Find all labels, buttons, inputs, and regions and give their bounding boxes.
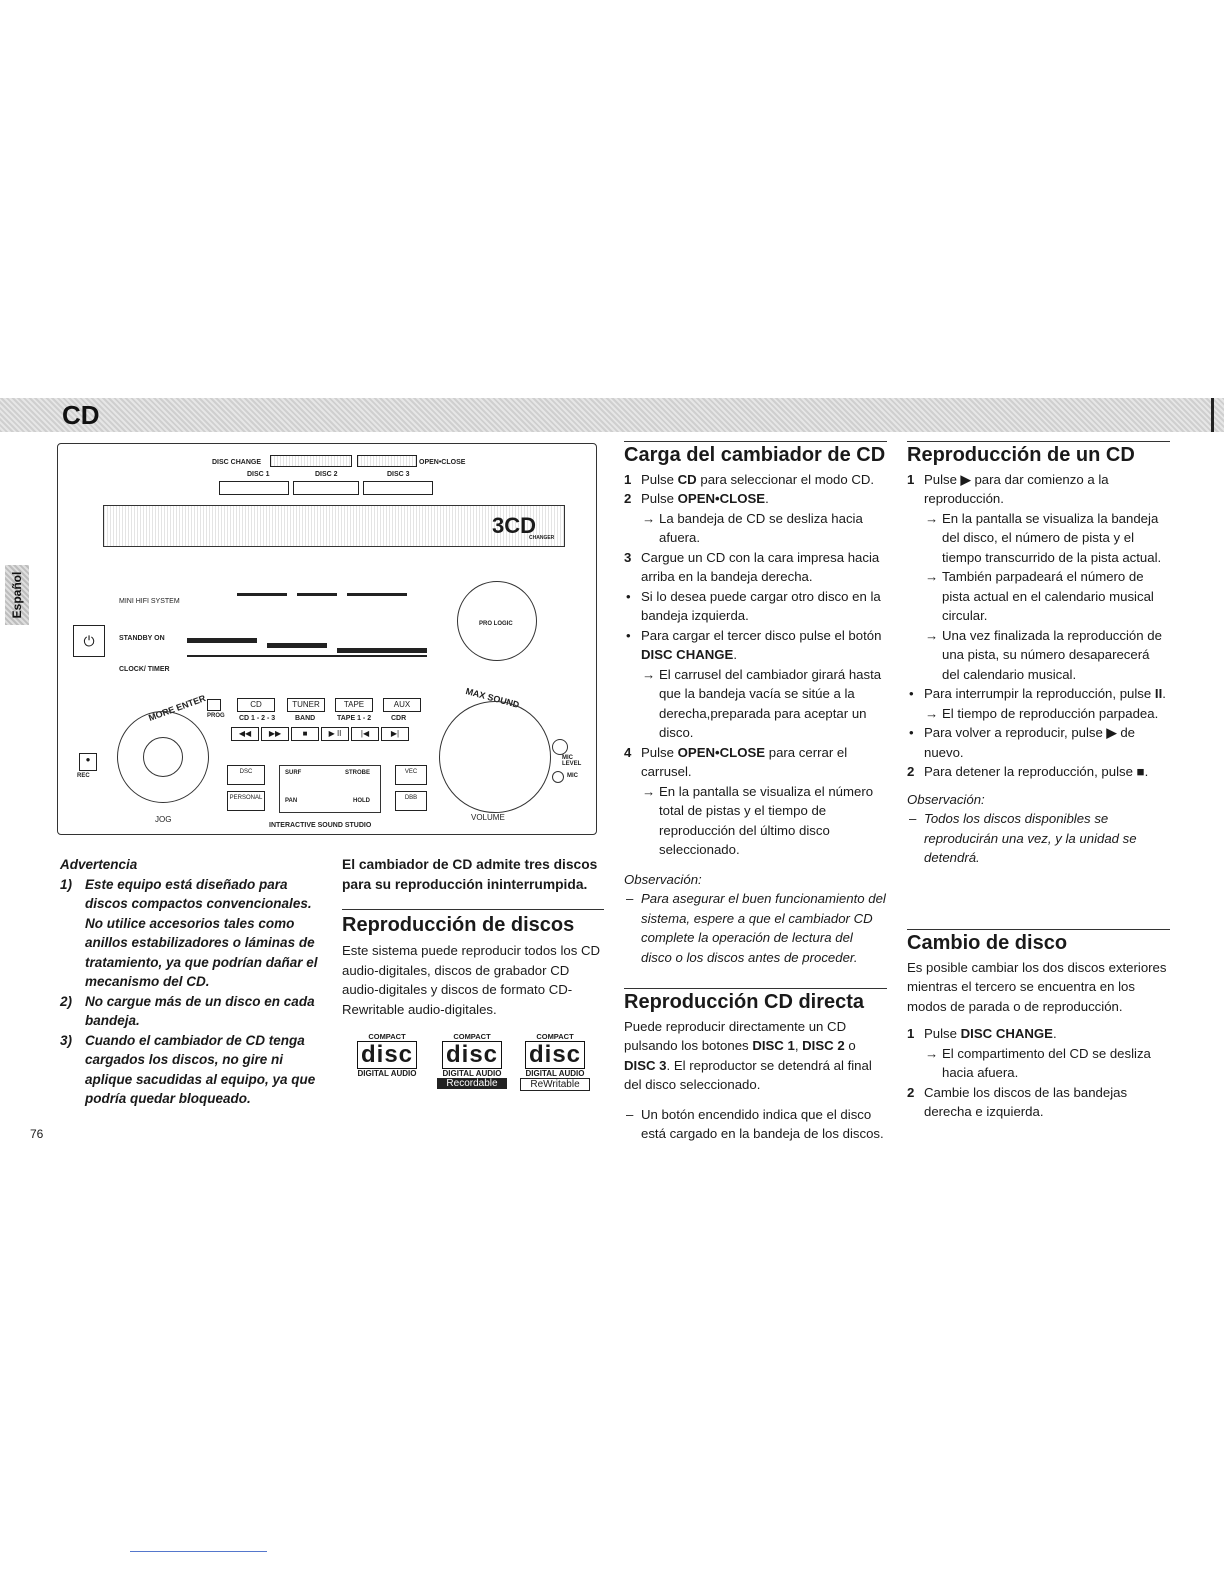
disc-change-button[interactable] <box>270 455 352 467</box>
tape12-label: TAPE 1 - 2 <box>337 715 372 722</box>
note-title: Observación: <box>907 791 985 807</box>
note <box>907 809 1170 868</box>
step <box>907 1083 1170 1122</box>
interactive-sound-studio: INTERACTIVE SOUND STUDIO <box>269 822 372 829</box>
step-text: . <box>1052 1026 1057 1041</box>
mic-level-label: MIC LEVEL <box>562 755 582 767</box>
bullet-icon: • <box>909 686 914 701</box>
result <box>907 626 1170 685</box>
step-text: Pulse <box>641 744 678 760</box>
un-cd-section <box>907 441 1170 868</box>
directa-body <box>624 1017 887 1095</box>
cd-source-button[interactable]: CD <box>237 698 275 712</box>
warning-item <box>60 875 325 992</box>
step <box>624 470 887 490</box>
prologic-label: PRO LOGIC <box>479 621 513 627</box>
step-key: OPEN•CLOSE <box>677 491 766 506</box>
step <box>624 489 887 509</box>
warning-number: 1) <box>60 876 73 892</box>
language-tab-label: Español <box>10 571 24 619</box>
dsc-button[interactable]: DSC <box>227 765 265 785</box>
warning-title: Advertencia <box>60 857 138 872</box>
band-label: BAND <box>295 715 316 722</box>
step-number: 2 <box>907 1084 915 1100</box>
step <box>907 1024 1170 1044</box>
step-text: . <box>1144 764 1149 779</box>
logo-tag: ReWritable <box>520 1078 590 1091</box>
step-text: Cambie los discos de las bandejas derecha e izquierda. <box>924 1084 1128 1119</box>
display-segment <box>187 638 257 643</box>
arrow-icon: → <box>925 627 939 643</box>
directa-text: Puede reproducir directamente un CD pulsando los botones <box>624 1018 847 1053</box>
display-segment <box>267 643 327 648</box>
display-segment <box>297 593 337 596</box>
warning-number: 2) <box>60 993 73 1009</box>
logo-mark: disc <box>525 1041 585 1069</box>
result <box>907 704 1170 724</box>
cdr-label: CDR <box>391 715 407 722</box>
un-cd-title: Reproducción de un CD <box>907 441 1170 466</box>
next-button[interactable]: ▶| <box>381 727 409 741</box>
note-title: Observación: <box>624 871 702 887</box>
step-text: Pulse <box>924 471 961 487</box>
stop-button[interactable]: ■ <box>291 727 319 741</box>
step-text: . <box>765 491 769 506</box>
disc3-button[interactable] <box>363 481 433 495</box>
jog-dial-center <box>143 737 183 777</box>
strobe-label: STROBE <box>345 770 371 776</box>
logo-top: COMPACT <box>536 1032 574 1041</box>
bullet <box>907 723 1170 762</box>
logo-top: COMPACT <box>453 1032 491 1041</box>
bullet-text: . <box>1162 686 1166 701</box>
footer-rule <box>130 1551 267 1552</box>
compact-disc-rewritable-logo <box>520 1032 590 1091</box>
disc1-button[interactable] <box>219 481 289 495</box>
directa-text: , <box>794 1038 803 1053</box>
bullet-text: Para cargar el tercer disco pulse el botón <box>641 627 882 643</box>
tape-source-button[interactable]: TAPE <box>335 698 373 712</box>
section-title: CD <box>62 400 100 430</box>
step-number: 1 <box>907 1026 915 1041</box>
bullet <box>907 684 1170 704</box>
disc-change-label: DISC CHANGE <box>212 459 262 466</box>
play-icon: ▶ <box>960 471 971 487</box>
aux-source-button[interactable]: AUX <box>383 698 421 712</box>
directa-text: . El reproductor se detendrá al final del disco seleccionado. <box>624 1057 872 1092</box>
surf-label: SURF <box>285 770 302 776</box>
forward-button[interactable]: ▶▶ <box>261 727 289 741</box>
logo-bottom: DIGITAL AUDIO <box>525 1069 585 1078</box>
cd123-label: CD 1 - 2 - 3 <box>239 715 276 722</box>
warning-number: 3) <box>60 1032 73 1048</box>
result <box>907 1044 1170 1083</box>
bullet-icon: • <box>626 627 631 643</box>
tuner-source-button[interactable]: TUNER <box>287 698 325 712</box>
note <box>624 889 887 967</box>
directa-section <box>624 988 887 1144</box>
open-close-label: OPEN•CLOSE <box>419 459 466 466</box>
bullet <box>624 626 887 665</box>
result <box>624 782 887 860</box>
logo-bottom: DIGITAL AUDIO <box>357 1069 417 1078</box>
result-text: También parpadeará el número de pista actual en el calendario musical circular. <box>942 569 1154 623</box>
mic-label: MIC <box>567 773 578 779</box>
result-text: En la pantalla se visualiza la bandeja del disco, el número de pista y el tiempo transcurrido de la pista actual. <box>942 510 1162 565</box>
step-text: para dar comienzo a la reproducción. <box>924 471 1109 506</box>
logo-tag: Recordable <box>437 1078 507 1089</box>
step <box>624 548 887 587</box>
reproduccion-discos-title: Reproducción de discos <box>342 909 604 937</box>
result-text: La bandeja de CD se desliza hacia afuera. <box>659 510 863 545</box>
directa-key: DISC 3 <box>624 1057 667 1073</box>
rewind-button[interactable]: ◀◀ <box>231 727 259 741</box>
result <box>624 509 887 548</box>
standby-button[interactable]: ⏻ <box>73 625 105 657</box>
volume-label: VOLUME <box>471 813 505 822</box>
rec-label: REC <box>77 773 90 779</box>
arrow-icon: → <box>642 783 656 799</box>
display-segment <box>337 648 427 653</box>
step-text: Pulse <box>924 1026 961 1041</box>
step-number: 3 <box>624 549 632 565</box>
volume-dial[interactable] <box>439 701 551 813</box>
stop-icon: ■ <box>1136 764 1145 779</box>
arrow-icon: → <box>925 1045 939 1061</box>
header-edge-mark <box>1211 398 1214 432</box>
step-key: OPEN•CLOSE <box>677 744 766 760</box>
clock-timer-label: CLOCK/ TIMER <box>119 666 170 673</box>
standby-label: STANDBY ON <box>119 635 165 642</box>
step-number: 1 <box>624 471 632 487</box>
prog-button[interactable] <box>207 699 221 711</box>
step-number: 1 <box>907 471 915 487</box>
step-key: CD <box>677 471 697 487</box>
compact-disc-recordable-logo <box>437 1032 507 1089</box>
step-text: Pulse <box>641 471 678 487</box>
bullet-text: . <box>733 647 737 662</box>
dash-icon: – <box>626 1106 634 1122</box>
step-number: 4 <box>624 744 632 760</box>
step <box>907 762 1170 782</box>
changer-note: El cambiador de CD admite tres discos para su reproducción ininterrumpida. <box>342 857 598 892</box>
arrow-icon: → <box>925 510 939 526</box>
directa-title: Reproducción CD directa <box>624 988 887 1013</box>
display-segment <box>237 593 287 596</box>
disc-playback-column <box>342 855 604 1019</box>
display-segment <box>187 655 427 657</box>
play-icon: ▶ <box>1106 725 1117 740</box>
device-illustration <box>57 443 597 835</box>
3cd-badge: 3CD <box>492 513 537 538</box>
dash-icon: – <box>909 811 917 826</box>
dbb-button[interactable]: DBB <box>395 791 427 811</box>
page-number: 76 <box>30 1127 44 1141</box>
bullet-icon: • <box>909 725 914 740</box>
warning-item <box>60 1031 325 1109</box>
prog-label: PROG <box>207 713 225 719</box>
step-text: Para detener la reproducción, pulse <box>924 764 1137 779</box>
result-text: En la pantalla se visualiza el número total de pistas y el tiempo de reproducción del último disco seleccionado. <box>659 783 874 857</box>
hold-label: HOLD <box>353 798 370 804</box>
result-text: El tiempo de reproducción parpadea. <box>942 705 1159 721</box>
step-text: para cerrar el carrusel. <box>641 744 848 779</box>
warning-text: Este equipo está diseñado para discos compactos convencionales. No utilice accesorios tales como anillos estabilizadores o láminas de tratamiento, ya que podrían dañar el mecanismo del CD. <box>85 876 318 989</box>
section-header-band <box>0 398 1224 432</box>
cambio-title: Cambio de disco <box>907 929 1170 954</box>
carga-title: Carga del cambiador de CD <box>624 441 887 466</box>
reproduccion-discos-body: Este sistema puede reproducir todos los CD audio-digitales, discos de grabador CD audio-digitales y discos de formato CD-Rewritable audio-digitales. <box>342 943 601 1017</box>
result-text: El compartimento del CD se desliza hacia afuera. <box>942 1045 1151 1080</box>
rec-button[interactable]: ● <box>79 753 97 771</box>
carga-section <box>624 441 887 967</box>
cambio-body: Es posible cambiar los dos discos exteriores mientras el tercero se encuentra en los modos de parada o de reproducción. <box>907 959 1167 1014</box>
bullet-icon: • <box>626 588 631 604</box>
bullet <box>624 587 887 626</box>
cambio-section <box>907 929 1170 1122</box>
step <box>624 743 887 782</box>
directa-note-text: Un botón encendido indica que el disco está cargado en la bandeja de los discos. <box>641 1106 884 1141</box>
result <box>907 509 1170 568</box>
bullet-key: DISC CHANGE <box>641 647 734 662</box>
more-enter-label: MORE ENTER <box>147 693 207 723</box>
logo-mark: disc <box>442 1041 502 1069</box>
personal-button[interactable]: PERSONAL <box>227 791 265 811</box>
open-close-button[interactable] <box>357 455 417 467</box>
arrow-icon: → <box>642 666 656 682</box>
warning-text: No cargue más de un disco en cada bandeja. <box>85 993 315 1028</box>
step-number: 2 <box>624 491 632 506</box>
previous-button[interactable]: |◀ <box>351 727 379 741</box>
result-text: Una vez finalizada la reproducción de una pista, su número desaparecerá del calendario musical. <box>942 627 1162 682</box>
logo-mark: disc <box>357 1041 417 1069</box>
bullet-text: de nuevo. <box>924 725 1136 760</box>
dash-icon: – <box>626 891 634 906</box>
directa-key: DISC 1 <box>752 1038 795 1053</box>
jog-label: JOG <box>155 815 172 824</box>
result <box>907 567 1170 626</box>
mic-jack[interactable] <box>552 771 564 783</box>
compact-disc-logo <box>352 1032 422 1078</box>
mini-hifi-label: MINI HIFI SYSTEM <box>119 598 180 605</box>
step-key: DISC CHANGE <box>960 1026 1053 1041</box>
step-number: 2 <box>907 764 915 779</box>
arrow-icon: → <box>925 569 939 584</box>
step-text: Pulse <box>641 491 678 506</box>
vec-button[interactable]: VEC <box>395 765 427 785</box>
language-tab <box>5 565 29 625</box>
warning-text: Cuando el cambiador de CD tenga cargados los discos, no gire ni aplique sacudidas al equipo, ya que podría quedar bloqueado. <box>85 1032 316 1106</box>
arrow-icon: → <box>642 510 656 526</box>
disc3-label: DISC 3 <box>387 471 410 478</box>
result <box>624 665 887 743</box>
bullet-text: Para volver a reproducir, pulse <box>924 725 1107 740</box>
logo-top: COMPACT <box>368 1032 406 1041</box>
arrow-icon: → <box>925 705 939 721</box>
mic-level-knob[interactable] <box>552 739 568 755</box>
step-text: para seleccionar el modo CD. <box>696 471 875 487</box>
step <box>907 470 1170 509</box>
display-segment <box>347 593 407 596</box>
logo-bottom: DIGITAL AUDIO <box>442 1069 502 1078</box>
bullet-text: Si lo desea puede cargar otro disco en la bandeja izquierda. <box>641 588 881 623</box>
note-text: Todos los discos disponibles se reproducirán una vez, y la unidad se detendrá. <box>924 811 1137 865</box>
result-text: El carrusel del cambiador girará hasta que la bandeja vacía se sitúe a la derecha,preparada para aceptar un disco. <box>659 666 882 740</box>
warning-block <box>60 855 325 1109</box>
pause-icon: II <box>1154 686 1163 701</box>
3cd-badge-sub: CHANGER <box>529 535 555 541</box>
disc1-label: DISC 1 <box>247 471 270 478</box>
disc2-button[interactable] <box>293 481 359 495</box>
pan-label: PAN <box>285 798 298 804</box>
step-text: Cargue un CD con la cara impresa hacia arriba en la bandeja derecha. <box>641 549 880 584</box>
play-pause-button[interactable]: ▶ II <box>321 727 349 741</box>
disc2-label: DISC 2 <box>315 471 338 478</box>
max-sound-label: MAX SOUND <box>464 686 521 710</box>
directa-note <box>624 1105 887 1144</box>
directa-text: o <box>844 1038 856 1053</box>
note-text: Para asegurar el buen funcionamiento del sistema, espere a que el cambiador CD complete la operación de lectura del disco o los discos antes de proceder. <box>641 891 886 965</box>
bullet-text: Para interrumpir la reproducción, pulse <box>924 686 1155 701</box>
warning-item <box>60 992 325 1031</box>
directa-key: DISC 2 <box>802 1038 845 1053</box>
